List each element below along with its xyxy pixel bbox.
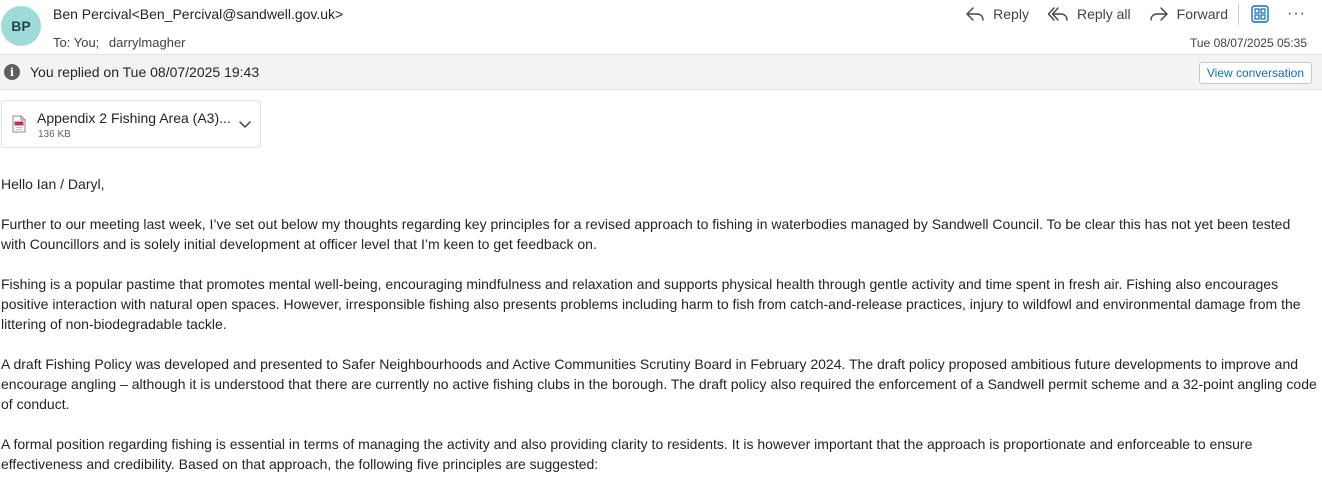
forward-label: Forward	[1176, 6, 1229, 22]
chevron-down-icon[interactable]	[238, 117, 252, 131]
reply-all-button[interactable]	[1047, 5, 1131, 23]
message-timestamp: Tue 08/07/2025 05:35	[1190, 36, 1307, 50]
reply-all-icon	[1047, 5, 1069, 23]
greeting: Hello Ian / Daryl,	[1, 176, 105, 192]
body-paragraph-3: A draft Fishing Policy was developed and presented to Safer Neighbourhoods and Active Communities Scrutiny Board in February 2024. The draft policy proposed ambitious future developments to improve and encourage angling – although it is understood that there are currently no active fishing clubs in the borough. The draft policy also required the enforcement of a Sandwell permit scheme and a 32-point angling code of conduct.	[1, 356, 1317, 412]
info-icon: i	[4, 64, 20, 80]
reply-all-label: Reply all	[1076, 6, 1131, 22]
attachment-name[interactable]: Appendix 2 Fishing Area (A3)...	[37, 110, 231, 126]
body-paragraph-4: A formal position regarding fishing is essential in terms of managing the activity and also providing clarity to residents. It is however important that the approach is proportionate and enforceable to ensure effectiveness and credibility. Based on that approach, the following five principles are suggested:	[1, 436, 1253, 472]
pdf-file-icon	[12, 115, 26, 133]
recipients-line	[53, 35, 186, 50]
apps-button[interactable]	[1247, 2, 1273, 26]
more-options-button[interactable]: ···	[1287, 5, 1306, 22]
to-label: To:	[53, 35, 71, 50]
sender-avatar[interactable]: BP	[1, 6, 41, 46]
message-body	[1, 174, 1319, 494]
replied-info-bar	[0, 55, 1322, 90]
action-divider	[1238, 3, 1239, 25]
recipient-you[interactable]: You;	[73, 35, 100, 50]
apps-grid-icon	[1251, 5, 1269, 23]
message-actions	[947, 2, 1306, 26]
reply-button[interactable]	[965, 5, 1029, 23]
forward-icon	[1149, 5, 1169, 23]
reply-label: Reply	[993, 6, 1029, 22]
attachment-size: 136 KB	[38, 129, 71, 140]
forward-button[interactable]	[1149, 5, 1228, 23]
recipient-darrylmagher[interactable]: darrylmagher	[108, 35, 186, 50]
reply-icon	[965, 5, 985, 23]
body-paragraph-1: Further to our meeting last week, I’ve set out below my thoughts regarding key principles for a revised approach to fishing in waterbodies managed by Sandwell Council. To be clear this has not yet been tested with Councillors and is solely initial development at officer level that I’m keen to get feedback on.	[1, 216, 1291, 252]
body-paragraph-2: Fishing is a popular pastime that promotes mental well-being, encouraging mindfulness and relaxation and supports physical health through gentle activity and time spent in fresh air. Fishing also encourages positive interaction with natural open spaces. However, irresponsible fishing also presents problems including harm to fish from catch-and-release practices, injury to wildfowl and environmental damage from the littering of non-biodegradable tackle.	[1, 276, 1301, 332]
sender-name[interactable]: Ben Percival<Ben_Percival@sandwell.gov.uk>	[53, 6, 344, 22]
message-header	[0, 0, 1322, 55]
view-conversation-button[interactable]: View conversation	[1199, 62, 1312, 84]
attachment-card[interactable]	[1, 100, 261, 148]
replied-status-text: You replied on Tue 08/07/2025 19:43	[30, 64, 260, 80]
